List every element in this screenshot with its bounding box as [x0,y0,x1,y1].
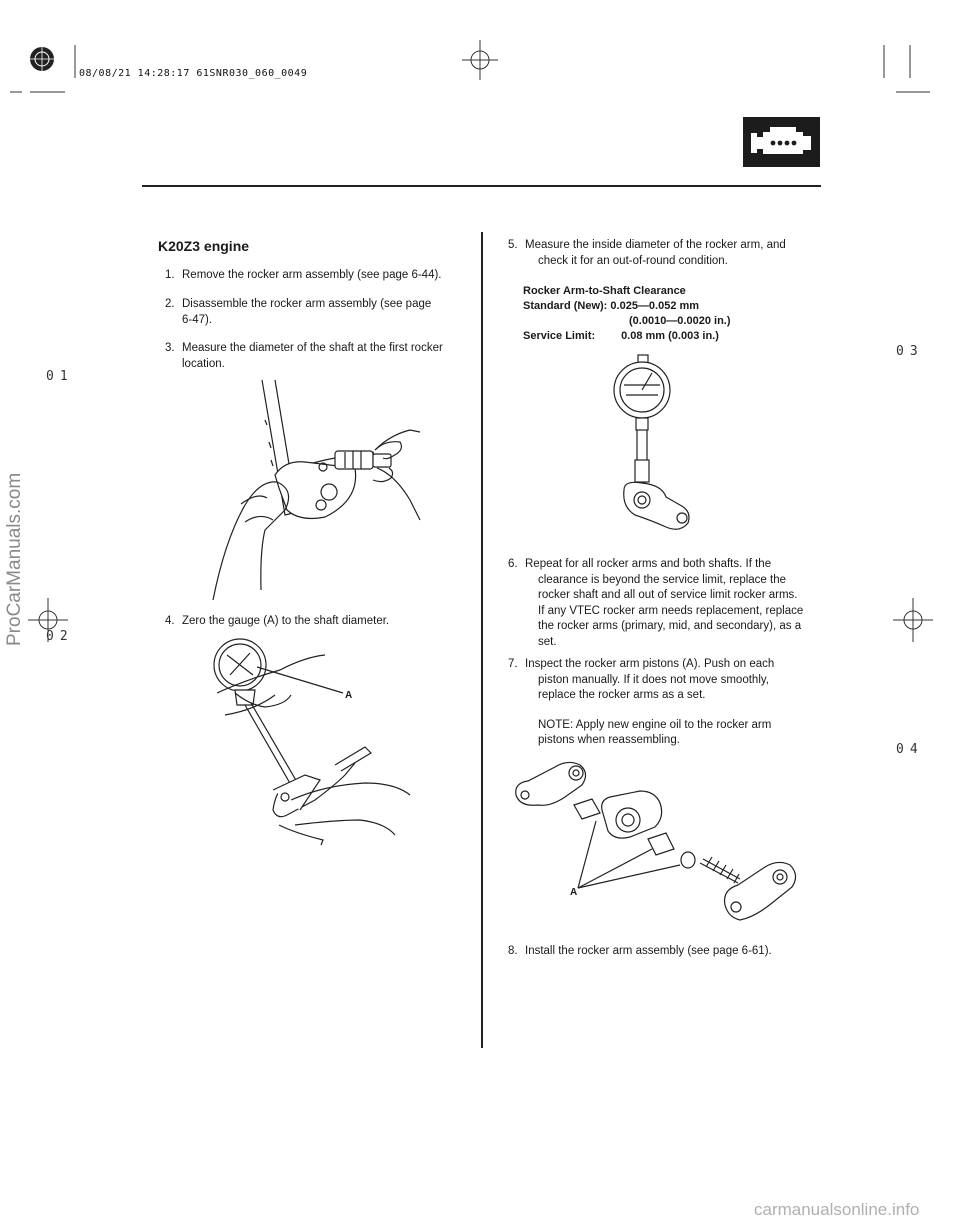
margin-mark-03: 03 [896,344,924,359]
spec-standard-row [523,299,813,314]
spec-standard-value: 0.025—0.052 mm [610,300,700,312]
margin-mark-01: 01 [46,369,74,384]
engine-icon [743,117,820,167]
print-stamp: 08/08/21 14:28:17 61SNR030_060_0049 [79,68,308,79]
step-7-note-line2: pistons when reassembling. [538,734,680,746]
watermark-bottom: carmanualsonline.info [754,1200,920,1219]
spec-standard-value-in: (0.0010—0.0020 in.) [629,315,731,327]
watermark-side: ProCarManuals.com [4,472,25,646]
clearance-spec [523,284,813,344]
spec-limit-label: Service Limit: [523,330,596,342]
step-7-note-line1: NOTE: Apply new engine oil to the rocker arm [538,718,772,731]
spec-title: Rocker Arm-to-Shaft Clearance [523,285,686,297]
spec-limit-value: 0.08 mm (0.003 in.) [621,330,719,342]
spec-limit-row [523,329,813,344]
header-rule [142,185,821,187]
spec-standard-label: Standard (New): [523,300,608,312]
section-title: K20Z3 engine [158,238,250,254]
margin-mark-04: 04 [896,742,924,757]
label-pistons-a: A [570,887,578,898]
label-gauge-a: A [345,690,353,701]
margin-mark-02: 02 [46,629,74,644]
